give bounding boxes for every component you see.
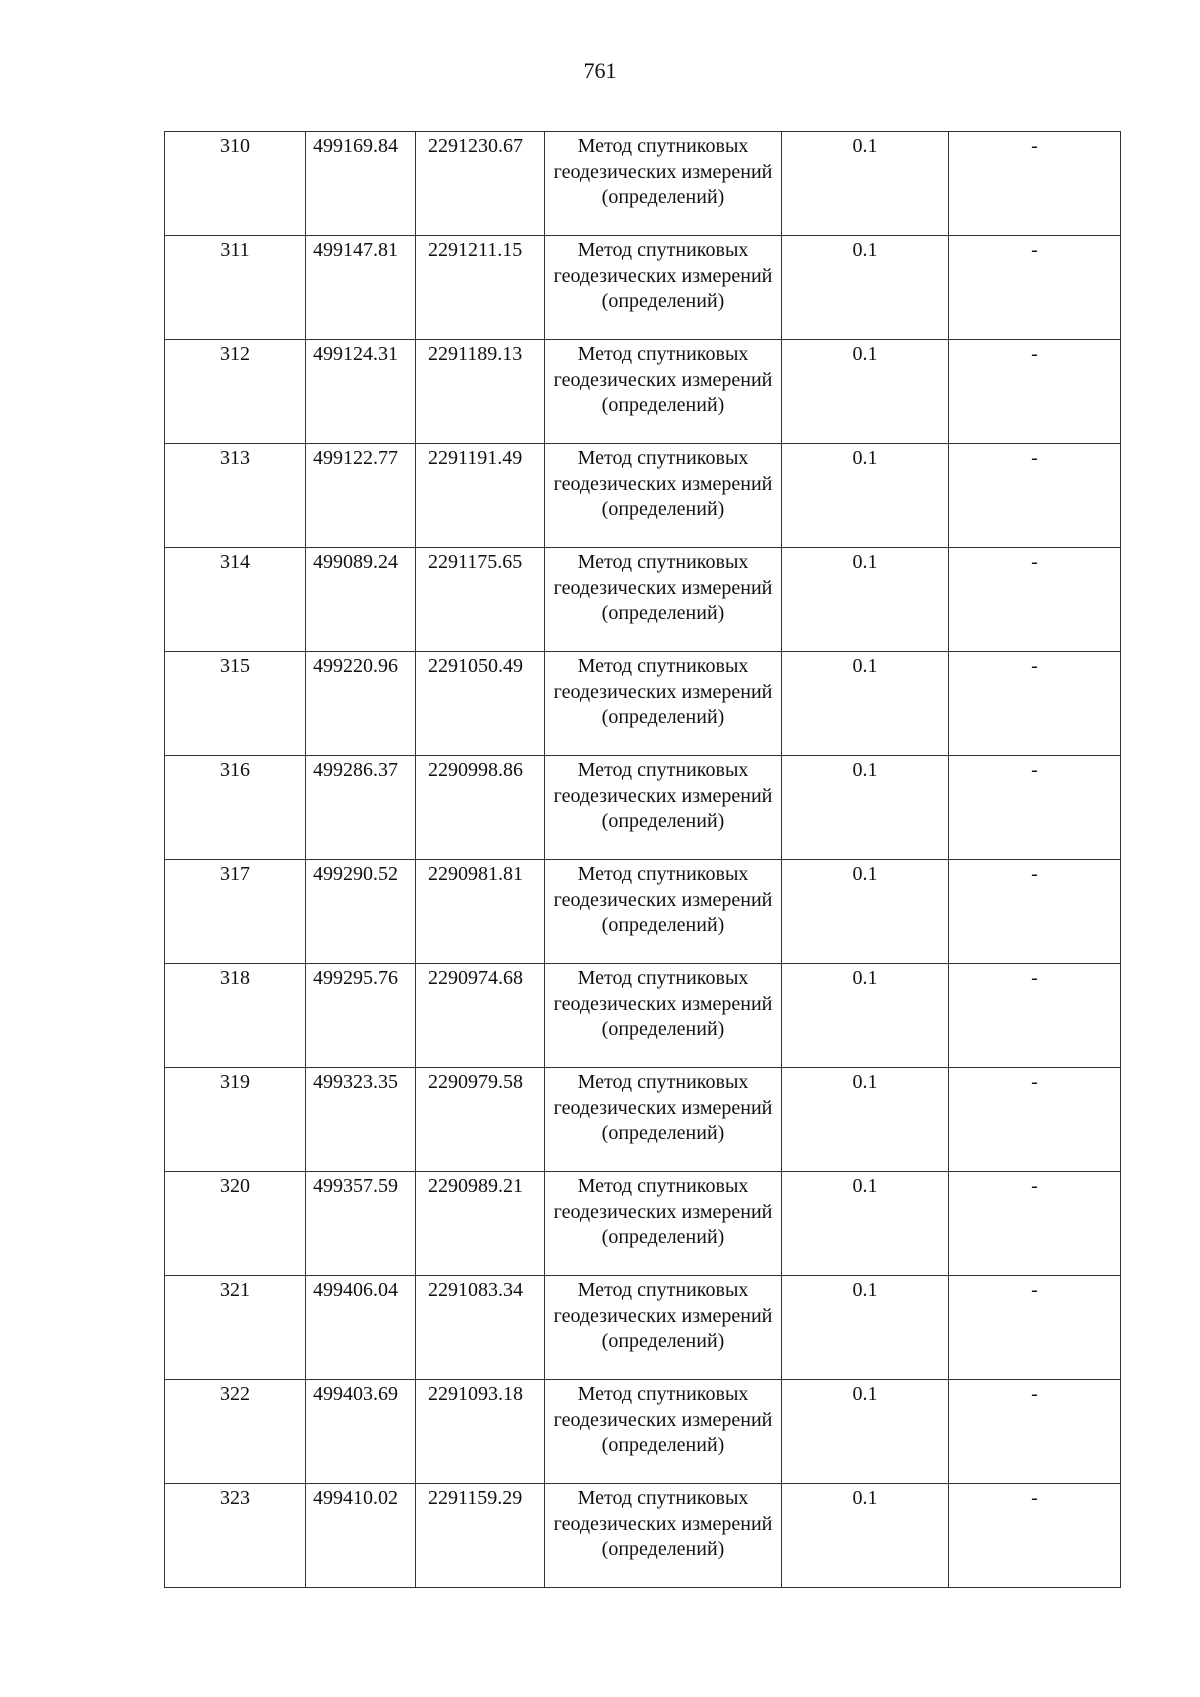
note-cell: - [949,1380,1121,1484]
method-cell: Метод спутниковых геодезических измерений (определений) [545,1484,782,1588]
note-cell: - [949,964,1121,1068]
table-row [165,756,1121,860]
accuracy-cell: 0.1 [782,1068,949,1172]
x-coordinate-cell: 499295.76 [306,964,416,1068]
method-cell: Метод спутниковых геодезических измерений (определений) [545,964,782,1068]
method-cell: Метод спутниковых геодезических измерений (определений) [545,132,782,236]
note-cell: - [949,444,1121,548]
note-cell: - [949,1276,1121,1380]
y-coordinate-cell: 2290974.68 [416,964,545,1068]
note-cell: - [949,340,1121,444]
table-row [165,444,1121,548]
note-cell: - [949,236,1121,340]
x-coordinate-cell: 499089.24 [306,548,416,652]
point-number-cell: 314 [165,548,306,652]
accuracy-cell: 0.1 [782,132,949,236]
point-number-cell: 313 [165,444,306,548]
x-coordinate-cell: 499403.69 [306,1380,416,1484]
note-cell: - [949,860,1121,964]
y-coordinate-cell: 2290998.86 [416,756,545,860]
accuracy-cell: 0.1 [782,860,949,964]
table-body [165,132,1121,1588]
x-coordinate-cell: 499406.04 [306,1276,416,1380]
x-coordinate-cell: 499124.31 [306,340,416,444]
coordinates-table [164,131,1121,1588]
note-cell: - [949,132,1121,236]
accuracy-cell: 0.1 [782,236,949,340]
x-coordinate-cell: 499410.02 [306,1484,416,1588]
x-coordinate-cell: 499122.77 [306,444,416,548]
table-row [165,860,1121,964]
accuracy-cell: 0.1 [782,1172,949,1276]
point-number-cell: 320 [165,1172,306,1276]
y-coordinate-cell: 2291093.18 [416,1380,545,1484]
note-cell: - [949,1172,1121,1276]
table-row [165,1380,1121,1484]
accuracy-cell: 0.1 [782,1484,949,1588]
table-row [165,548,1121,652]
note-cell: - [949,1068,1121,1172]
point-number-cell: 322 [165,1380,306,1484]
accuracy-cell: 0.1 [782,964,949,1068]
method-cell: Метод спутниковых геодезических измерений (определений) [545,652,782,756]
y-coordinate-cell: 2291230.67 [416,132,545,236]
note-cell: - [949,652,1121,756]
table-row [165,1484,1121,1588]
method-cell: Метод спутниковых геодезических измерений (определений) [545,340,782,444]
point-number-cell: 319 [165,1068,306,1172]
method-cell: Метод спутниковых геодезических измерений (определений) [545,860,782,964]
x-coordinate-cell: 499290.52 [306,860,416,964]
x-coordinate-cell: 499220.96 [306,652,416,756]
y-coordinate-cell: 2290981.81 [416,860,545,964]
y-coordinate-cell: 2291175.65 [416,548,545,652]
table-row [165,236,1121,340]
x-coordinate-cell: 499169.84 [306,132,416,236]
accuracy-cell: 0.1 [782,756,949,860]
table-row [165,1276,1121,1380]
point-number-cell: 323 [165,1484,306,1588]
y-coordinate-cell: 2290989.21 [416,1172,545,1276]
method-cell: Метод спутниковых геодезических измерений (определений) [545,1068,782,1172]
table-row [165,652,1121,756]
y-coordinate-cell: 2291189.13 [416,340,545,444]
method-cell: Метод спутниковых геодезических измерений (определений) [545,444,782,548]
accuracy-cell: 0.1 [782,652,949,756]
point-number-cell: 311 [165,236,306,340]
table-row [165,1172,1121,1276]
point-number-cell: 310 [165,132,306,236]
y-coordinate-cell: 2291191.49 [416,444,545,548]
method-cell: Метод спутниковых геодезических измерений (определений) [545,236,782,340]
point-number-cell: 316 [165,756,306,860]
accuracy-cell: 0.1 [782,548,949,652]
y-coordinate-cell: 2291083.34 [416,1276,545,1380]
note-cell: - [949,756,1121,860]
method-cell: Метод спутниковых геодезических измерений (определений) [545,1172,782,1276]
accuracy-cell: 0.1 [782,1380,949,1484]
table-row [165,964,1121,1068]
note-cell: - [949,548,1121,652]
point-number-cell: 318 [165,964,306,1068]
page-number: 761 [583,58,617,83]
method-cell: Метод спутниковых геодезических измерений (определений) [545,1276,782,1380]
y-coordinate-cell: 2291050.49 [416,652,545,756]
accuracy-cell: 0.1 [782,1276,949,1380]
point-number-cell: 315 [165,652,306,756]
method-cell: Метод спутниковых геодезических измерений (определений) [545,548,782,652]
table-row [165,1068,1121,1172]
method-cell: Метод спутниковых геодезических измерений (определений) [545,1380,782,1484]
table-row [165,132,1121,236]
accuracy-cell: 0.1 [782,444,949,548]
y-coordinate-cell: 2291159.29 [416,1484,545,1588]
x-coordinate-cell: 499357.59 [306,1172,416,1276]
note-cell: - [949,1484,1121,1588]
y-coordinate-cell: 2290979.58 [416,1068,545,1172]
x-coordinate-cell: 499147.81 [306,236,416,340]
accuracy-cell: 0.1 [782,340,949,444]
point-number-cell: 317 [165,860,306,964]
point-number-cell: 312 [165,340,306,444]
x-coordinate-cell: 499323.35 [306,1068,416,1172]
table-row [165,340,1121,444]
x-coordinate-cell: 499286.37 [306,756,416,860]
y-coordinate-cell: 2291211.15 [416,236,545,340]
point-number-cell: 321 [165,1276,306,1380]
method-cell: Метод спутниковых геодезических измерений (определений) [545,756,782,860]
